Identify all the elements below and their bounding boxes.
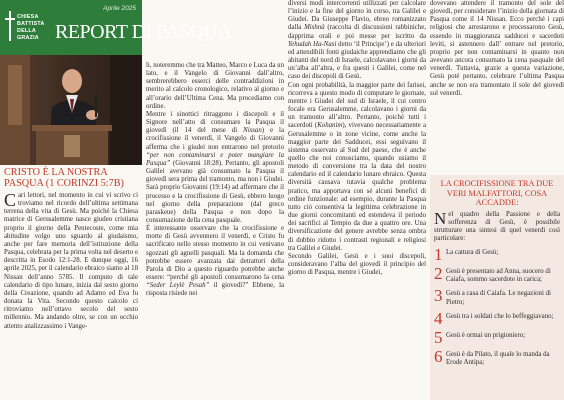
article-paragraph: dovevano attendere il tramonto del sole del giovedì, per considerare l’inizio della giornata di Pasqua come il 14 Nissan. Ecco perché i capi religiosi che arrestarono e processarono Gesù, essendo in maggioranza sadducei e sacerdoti leviti, si astennero dall’ entrare nel pretorio, proprio per non contaminarsi in quanto non avevano ancora consumato la cena pasquale del venerdì. Tuttavia, grazie a questa variazione, Gesù poté pertanto, celebrare l’ultima Pasqua anche se non era tramontato il sole del giovedì sul venerdì. <box>430 0 564 97</box>
article-paragraph: diversi modi intercorrenti utilizzati per calcolare l’inizio e la fine del giorno in corso, tra Galilei e Giudei. Da Giuseppe Flavio, ebreo romanizzato dalla Mishnà (raccolta di discussioni rabbiniche, dapprima orali e poi messe per iscritto da Yehudah Ha-Nasi detto ‘il Principe’) e da ulteriori ed attendibili fonti giudaiche apprendiamo che gli abitanti del nord di Israele, calcolavano i giorni da un’alba all’altra, e fra questi i Galilei, come nel caso dei discepoli di Gesù. <box>288 0 426 81</box>
article-paragraph: Mentre i sinottici ritraggono i discepoli e il Signore nell’atto di consumare la Pasqua il giovedì (il 14 del mese di Nissan) e la crocifissione il venerdì, il Vangelo di Giovanni afferma che i giudei non entrarono nel pretorio “per non contaminarsi e poter mangiare la Pasqua” (Giovanni 18:28). Pertanto, gli apostoli Galilei avevano già consumato la Pasqua il giovedì sera prima del tramonto, ma non i Giudei. Sarà proprio Giovanni (19:14) ad affermare che il processo e la crocifissione di Gesù, ebbero luogo nel giorno della preparazione (dal greco paraskeue) della Pasqua e non dopo la consumazione della cena pasquale. <box>146 110 284 224</box>
article-paragraph: Secondo Galilei, Gesù e i suoi discepoli, consideravano l’alba del giovedì il principio del giorno di Pasqua, mentre i Giudei, <box>288 252 426 277</box>
article-column-3 <box>288 0 426 277</box>
preacher-photo <box>0 55 142 165</box>
logo-text: CHIESA BATTISTA DELLA GRAZIA <box>17 14 45 41</box>
sidebar-intro: Nel quadro della Passione e della sofferenza di Gesù, è possibile strutturare una sintesi di quel venerdì così particolare: <box>434 208 560 242</box>
timeline-step: 2 Gesù è presentato ad Anna, suocero di Caiafa, sommo sacerdote in carica; <box>434 264 551 284</box>
article-paragraph: Con ogni probabilità, la maggior parte dei farisei, ricorreva a questo modo di computare le giornate, mentre i Giudei del sud di Israele, il cui centro focale era Gerusalemme, calcolavano i giorni da un tramonto all’altro. Pertanto, poiché tutti i sacerdoti (Kohanim), vivevano necessariamente a Gerusalemme o in zone vicine, come anche la maggior parte dei Sadducei, essi seguivano il sistema osservato al Sud del paese, che è anche quello che noi conosciamo, quando usiamo il metodo di conversione tra la data del nostro calendario ed il calendario lunare ebraico. Questa diversità causava tutavia qualche problema pratico, ma apportava con sé alcuni benefici di ordine funzionale: ad esempio, durante la Pasqua tutto ciò consentiva la legittima celebrazione in due giorni concomitanti ed estendeva il periodo dei sacrifici al Tempio da due a quattro ore. Una diversificazione del genere avrebbe senza ombra di dubbio ridotto i contrasti regionali e religiosi tra Galilei e Giudei. <box>288 81 426 252</box>
article-column-4 <box>430 0 564 98</box>
church-logo <box>3 5 51 49</box>
preacher-illustration <box>0 55 142 165</box>
dropcap: N <box>434 208 447 228</box>
article-paragraph: Cari lettori, nel momento in cui vi scrivo ci troviamo nel ricordo dell’ultima settimana terrena della vita di Gesù. Ma poiché la Chiesa matrice di Gerusalemme nasce giudeo cristiana proprio il giorno della Pentecoste, come mia abitudine volgo uno sguardo al giudaismo, anche per fare memoria dell’istituzione della Pasqua, celebrata per la prima volta nel deserto e descritta in Esodo 12:1-28. E dunque oggi, 16 aprile 2025, per il calendario ebraico siamo al 18 Nissan dell’anno 5785. Il computo di tale calendario di tipo lunare, inizia dal sesto giorno della Creazione, quando ad Adamo ed Eva fu donata la Vita. Secondo questo calcolo ci ritroviamo nell’ottavo secolo del sesto millennio. Ma andando oltre, se con un occhio attento analizzassimo i Vange- <box>4 190 138 330</box>
article-intro <box>0 165 142 331</box>
masthead-title-area <box>52 6 232 46</box>
timeline-step: 5 Gesù è ormai un prigioniero; <box>434 327 526 347</box>
article-paragraph: li, noteremmo che tra Matteo, Marco e Luca da un lato, e il Vangelo di Giovanni dall’altro, sembrerebbero esserci delle contraddizioni in merito al calcolo cronologico, relativo al giorno e all’orario dell’Ultima Cena. Ma procediamo con ordine. <box>146 62 284 110</box>
issue-date: Aprile 2025 <box>103 5 136 12</box>
article-column-2 <box>146 62 284 299</box>
timeline-step: 1 La cattura di Gesù; <box>434 245 499 265</box>
timeline-step: 6 Gesù è da Pilato, il quale lo manda da Erode Antipa; <box>434 346 550 366</box>
sidebar-heading: LA CROCIFISSIONE TRA DUE VERI MALFATTORI, COSA ACCADDE: <box>440 179 554 207</box>
timeline-step: 3 Gesù a casa di Caiafa. Le negazioni di Pietro; <box>434 286 551 306</box>
article-paragraph: È interessante osservare che la crocifissione e morte di Gesù avvennero il venerdì, e Cristo fu sacrificato nello stesso momento in cui venivano sgozzati gli agnelli pasquali. Ma la domanda che potrebbe essere avanzata dai detrattori della Parola di Dio a questo riguardo potrebbe anche essere: “perché gli apostoli consumarono la cena “Seder Leylè Pesah” il giovedì?” Ebbene, la risposta risiede nei <box>146 225 285 298</box>
dropcap: C <box>4 190 17 210</box>
article-heading: CRISTO È LA NOSTRA PASQUA (1 CORINZI 5:7B) <box>4 167 124 189</box>
crucifixion-sidebar <box>430 175 564 400</box>
cross-icon <box>5 11 15 41</box>
timeline-step: 4 Gesù tra i soldati che lo beffeggiavano; <box>434 308 554 328</box>
newsletter-title: REPORT DI PASQUA <box>55 21 232 43</box>
masthead <box>0 0 232 55</box>
